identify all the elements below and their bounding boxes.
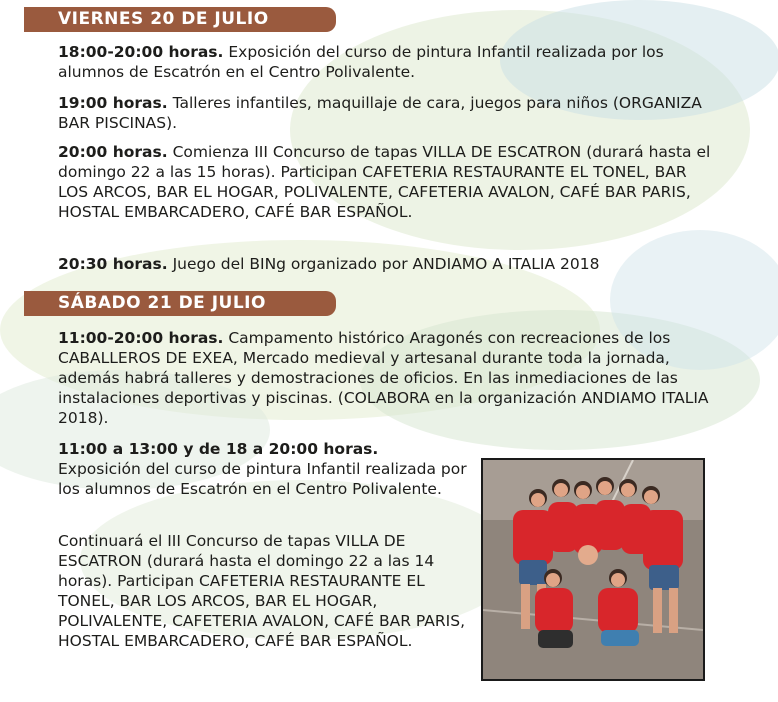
entry-text: Exposición del curso de pintura Infantil realizada por los alumnos de Escatrón en el Centro Polivalente. bbox=[58, 43, 664, 81]
schedule-entry bbox=[58, 328, 718, 428]
schedule-entry bbox=[58, 93, 718, 133]
entry-time: 19:00 horas. bbox=[58, 94, 168, 112]
entry-text: Campamento histórico Aragonés con recreaciones de los CABALLEROS DE EXEA, Mercado medieval y artesanal durante toda la jornada, además habrá talleres y demostraciones de oficios. En las inmediaciones de las instalaciones deportivas y piscinas. (COLABORA en la organización ANDIAMO ITALIA 2018). bbox=[58, 329, 709, 427]
entry-text: Juego del BINg organizado por ANDIAMO A ITALIA 2018 bbox=[172, 255, 600, 273]
entry-text: Continuará el III Concurso de tapas VILLA DE ESCATRON (durará hasta el domingo 22 a las 14 horas). Participan CAFETERIA RESTAURANTE EL TONEL, BAR LOS ARCOS, BAR EL HOGAR, POLIVALENTE, CAFETERIA AVALON, CAFÉ BAR PARIS, HOSTAL EMBARCADERO, CAFÉ BAR ESPAÑOL. bbox=[58, 532, 465, 650]
entry-time: 20:00 horas. bbox=[58, 143, 168, 161]
schedule-entry bbox=[58, 142, 718, 222]
schedule-entry bbox=[58, 531, 468, 651]
entry-time: 11:00-20:00 horas. bbox=[58, 329, 224, 347]
group-photo-illustration bbox=[483, 460, 703, 679]
entry-time: 11:00 a 13:00 y de 18 a 20:00 horas. bbox=[58, 440, 379, 458]
day-header-friday: VIERNES 20 DE JULIO bbox=[24, 7, 336, 32]
entry-text: Exposición del curso de pintura Infantil realizada por los alumnos de Escatrón en el Centro Polivalente. bbox=[58, 460, 467, 498]
group-photo bbox=[481, 458, 705, 681]
entry-time: 20:30 horas. bbox=[58, 255, 168, 273]
entry-text: Talleres infantiles, maquillaje de cara, juegos para niños (ORGANIZA BAR PISCINAS). bbox=[58, 94, 702, 132]
schedule-entry bbox=[58, 254, 718, 274]
day-header-saturday: SÁBADO 21 DE JULIO bbox=[24, 291, 336, 316]
schedule-entry bbox=[58, 439, 468, 499]
entry-text: Comienza III Concurso de tapas VILLA DE ESCATRON (durará hasta el domingo 22 a las 15 horas). Participan CAFETERIA RESTAURANTE EL TONEL, BAR LOS ARCOS, BAR EL HOGAR, POLIVALENTE, CAFETERIA AVALON, CAFÉ BAR PARIS, HOSTAL EMBARCADERO, CAFÉ BAR ESPAÑOL. bbox=[58, 143, 711, 221]
entry-time: 18:00-20:00 horas. bbox=[58, 43, 224, 61]
schedule-entry bbox=[58, 42, 718, 82]
